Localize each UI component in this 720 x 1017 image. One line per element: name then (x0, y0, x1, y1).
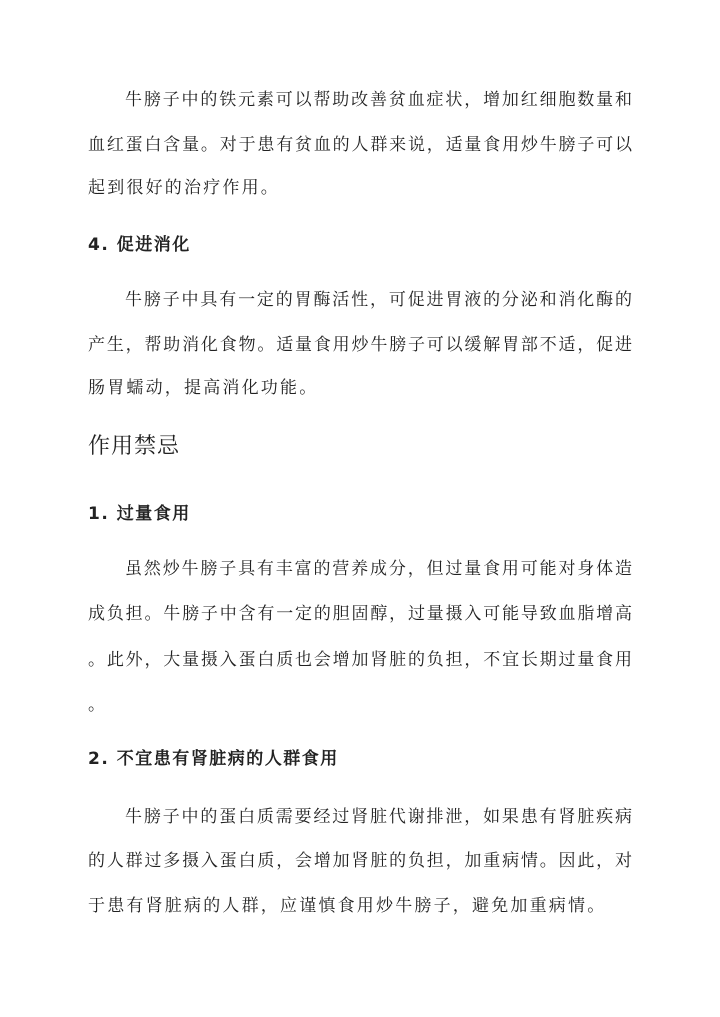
section-heading: 1. 过量食用 (88, 504, 191, 524)
section-heading: 2. 不宜患有肾脏病的人群食用 (88, 749, 339, 769)
paragraph-line: 肠胃蠕动，提高消化功能。 (88, 378, 319, 398)
paragraph-line: 。此外，大量摄入蛋白质也会增加肾脏的负担，不宜长期过量食用 (88, 650, 632, 670)
paragraph-line: 产生，帮助消化食物。适量食用炒牛膀子可以缓解胃部不适，促进 (88, 335, 632, 355)
paragraph-line: 起到很好的治疗作用。 (88, 178, 280, 198)
paragraph-line: 虽然炒牛膀子具有丰富的营养成分，但过量食用可能对身体造 (125, 559, 632, 579)
section-heading: 4. 促进消化 (88, 235, 191, 255)
chapter-title: 作用禁忌 (88, 434, 181, 459)
paragraph-line: 牛膀子中的蛋白质需要经过肾脏代谢排泄，如果患有肾脏疾病 (125, 807, 632, 827)
paragraph-line: 于患有肾脏病的人群，应谨慎食用炒牛膀子，避免加重病情。 (88, 896, 607, 916)
paragraph-line: 。 (88, 695, 108, 715)
paragraph-line: 血红蛋白含量。对于患有贫血的人群来说，适量食用炒牛膀子可以 (88, 135, 632, 155)
paragraph-line: 的人群过多摄入蛋白质，会增加肾脏的负担，加重病情。因此，对 (88, 851, 632, 871)
paragraph-line: 成负担。牛膀子中含有一定的胆固醇，过量摄入可能导致血脂增高 (88, 604, 632, 624)
paragraph-line: 牛膀子中具有一定的胃酶活性，可促进胃液的分泌和消化酶的 (125, 290, 632, 310)
paragraph-line: 牛膀子中的铁元素可以帮助改善贫血症状，增加红细胞数量和 (125, 90, 632, 110)
